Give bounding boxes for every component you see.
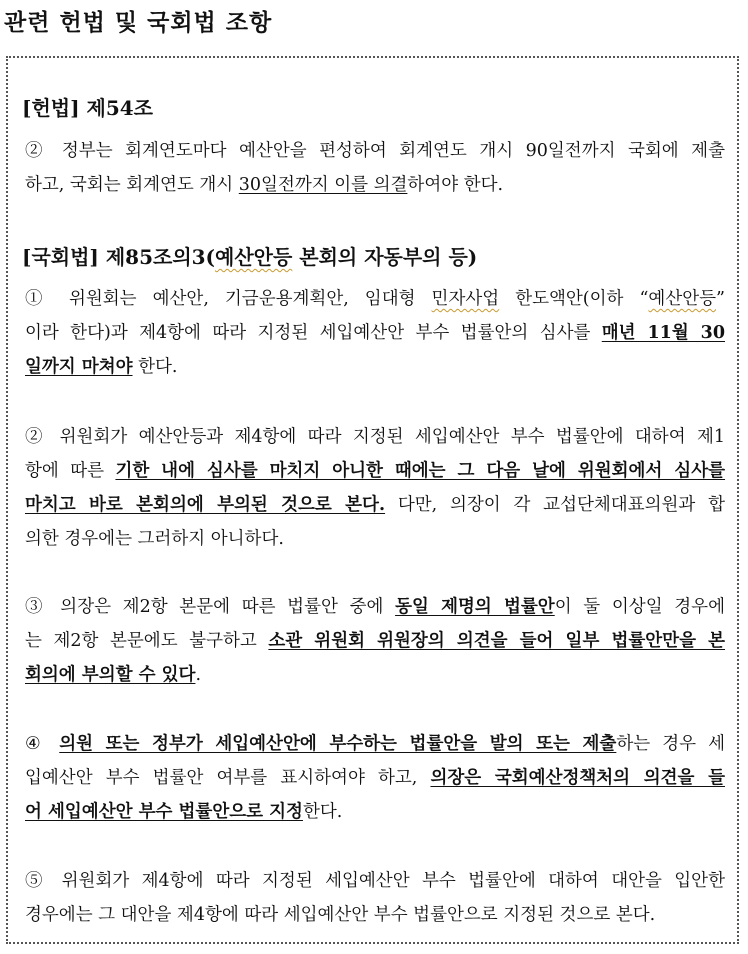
page-title: 관련 헌법 및 국회법 조항 (4, 10, 273, 36)
text-line: ② 정부는 회계연도마다 예산안을 편성하여 회계연도 개시 90일전까지 국회에 제출 (25, 141, 725, 161)
text-line (25, 488, 725, 522)
text-span: 한도액안(이하 “ (499, 289, 649, 309)
heading-text: [국회법] 제85조의3( (22, 245, 216, 269)
text-line: 의한 경우에는 그러하지 아니하다. (25, 529, 284, 549)
text-span: 다만, 의장이 각 교섭단체대표의원과 합 (385, 495, 725, 515)
spellcheck-marked-text: 예산안등 (215, 245, 293, 269)
text-span: 한다. (302, 802, 343, 822)
text-span: 는 제2항 본문에도 불구하고 (25, 631, 269, 651)
spellcheck-marked-text: 민자사업 (431, 289, 500, 309)
spellcheck-marked-text: 예산안등 (648, 289, 717, 309)
text-line (25, 590, 725, 624)
text-span: ③ 의장은 제2항 본문에 따른 법률안 중에 (25, 597, 396, 617)
text-line (25, 282, 725, 316)
text-span: 이 둘 이상일 경우에 (554, 597, 725, 617)
text-span: 항에 따른 (25, 461, 116, 481)
text-span: 이라 한다)과 제4항에 따라 지정된 세입예산안 부수 법률안의 심사를 (25, 323, 602, 343)
text-line (25, 761, 725, 795)
text-line (25, 454, 725, 488)
underlined-text: 30일전까지 이를 의결 (238, 175, 408, 195)
text-line (25, 350, 725, 384)
text-span: 입예산안 부수 법률안 여부를 표시하여야 하고, (25, 768, 431, 788)
text-span: 하는 경우 세 (616, 734, 725, 754)
assembly-act-paragraph-5 (25, 864, 725, 932)
emphasized-text: 기한 내에 심사를 마치지 아니한 때에는 그 다음 날에 위원회에서 심사를 (115, 461, 726, 481)
text-line (25, 316, 725, 350)
text-span: ” (716, 289, 725, 309)
constitution-paragraph-2 (25, 134, 725, 202)
emphasized-text: 의장은 국회예산정책처의 의견을 들 (430, 768, 725, 788)
emphasized-text: 매년 11월 30 (601, 323, 725, 343)
emphasized-text: 마치고 바로 본회의에 부의된 것으로 본다. (25, 495, 386, 515)
text-line (25, 658, 725, 692)
assembly-act-paragraph-3 (25, 590, 725, 692)
text-span: ① 위원회는 예산안, 기금운용계획안, 임대형 (25, 289, 432, 309)
text-line (25, 168, 725, 202)
emphasized-text: 어 세입예산안 부수 법률안으로 지정 (25, 802, 303, 822)
text-span: ④ (25, 734, 60, 754)
text-line (25, 624, 725, 658)
text-span: . (195, 665, 202, 685)
text-line: ② 위원회가 예산안등과 제4항에 따라 지정된 세입예산안 부수 법률안에 대하여 제1 (25, 427, 725, 447)
assembly-act-article-heading (22, 241, 477, 270)
emphasized-text: 동일 제명의 법률안 (395, 597, 555, 617)
heading-text: 본회의 자동부의 등) (292, 245, 478, 269)
text-line (25, 727, 725, 761)
assembly-act-paragraph-1 (25, 282, 725, 384)
emphasized-text: 의원 또는 정부가 세입예산안에 부수하는 법률안을 발의 또는 제출 (59, 734, 617, 754)
text-line: 경우에는 그 대안을 제4항에 따라 세입예산안 부수 법률안으로 지정된 것으로 본다. (25, 905, 656, 925)
emphasized-text: 회의에 부의할 수 있다 (25, 665, 196, 685)
assembly-act-paragraph-2 (25, 420, 725, 556)
text-span: 하여야 한다. (407, 175, 504, 195)
text-line: ⑤ 위원회가 제4항에 따라 지정된 세입예산안 부수 법률안에 대하여 대안을 입안한 (25, 871, 725, 891)
emphasized-text: 일까지 마쳐야 (25, 357, 133, 377)
constitution-article-heading: [헌법] 제54조 (22, 96, 154, 120)
assembly-act-paragraph-4 (25, 727, 725, 829)
emphasized-text: 소관 위원회 위원장의 의견을 들어 일부 법률안만을 본 (268, 631, 725, 651)
text-line (25, 795, 725, 829)
text-span: 한다. (132, 357, 178, 377)
text-span: 하고, 국회는 회계연도 개시 (25, 175, 239, 195)
